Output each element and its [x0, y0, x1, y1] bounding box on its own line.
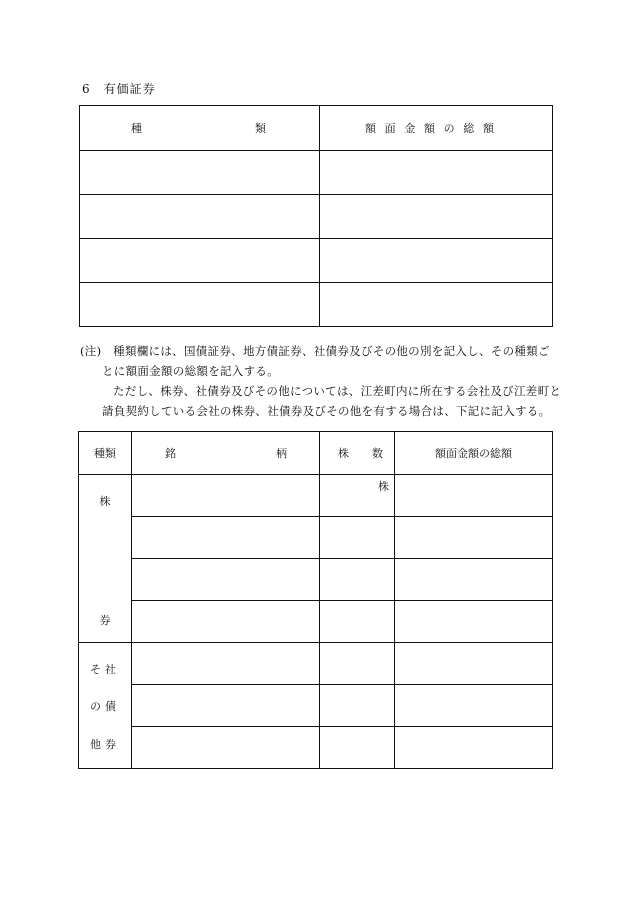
kind-bonds-other-line-1: そ社 [90, 663, 120, 676]
note-line-3: ただし、株券、社債券及びその他については、江差町内に所在する会社及び江差町と [113, 384, 562, 398]
count-cell[interactable] [320, 517, 395, 559]
name-cell[interactable] [132, 601, 320, 643]
total-cell[interactable] [395, 559, 553, 601]
table-header-row [80, 106, 553, 151]
header-kind-cell [80, 106, 320, 151]
header-total-char: 面 [384, 122, 396, 135]
table-row [79, 517, 553, 559]
count-cell[interactable] [320, 559, 395, 601]
header-count-cell [320, 432, 395, 475]
header-total-char: 金 [404, 122, 416, 135]
table-row [79, 685, 553, 727]
header-count-char-2: 数 [372, 447, 383, 460]
kind-cell[interactable] [80, 195, 320, 239]
table-row [80, 239, 553, 283]
note-line-4: 請負契約している会社の株券、社債券及びその他を有する場合は、下記に記入する。 [102, 404, 551, 418]
count-cell[interactable] [320, 685, 395, 727]
count-cell[interactable] [320, 601, 395, 643]
table-row [79, 559, 553, 601]
total-cell[interactable] [395, 643, 553, 685]
kind-stocks-bottom: 券 [99, 614, 111, 627]
kind-bonds-other-line-2: の債 [90, 700, 120, 713]
header-total-char: 額 [423, 122, 435, 135]
total-cell[interactable] [395, 727, 553, 769]
count-cell[interactable] [320, 475, 395, 517]
kind-stocks-cell [79, 475, 132, 643]
total-cell[interactable] [395, 685, 553, 727]
kind-cell[interactable] [80, 151, 320, 195]
section-title: 6 有価証券 [82, 82, 156, 96]
table-header-row [79, 432, 553, 475]
table-row [79, 601, 553, 643]
count-cell[interactable] [320, 643, 395, 685]
header-total-char: 額 [482, 122, 494, 135]
total-cell[interactable] [395, 475, 553, 517]
header-count-char-1: 株 [338, 447, 349, 460]
total-cell[interactable] [320, 239, 553, 283]
name-cell[interactable] [132, 685, 320, 727]
kind-stocks-top: 株 [99, 495, 111, 508]
total-cell[interactable] [395, 517, 553, 559]
table-row [79, 727, 553, 769]
table-row [79, 643, 553, 685]
total-cell[interactable] [395, 601, 553, 643]
securities-summary-table [79, 105, 553, 327]
name-cell[interactable] [132, 643, 320, 685]
header-kind-char-2: 類 [255, 122, 266, 135]
header-total-char: 額 [365, 122, 376, 135]
name-cell[interactable] [132, 559, 320, 601]
header-name-char-1: 銘 [165, 447, 176, 460]
name-cell[interactable] [132, 475, 320, 517]
count-cell[interactable] [320, 727, 395, 769]
stocks-bonds-detail-table [78, 431, 553, 769]
header-total-char: 総 [463, 122, 475, 135]
count-unit-label: 株 [378, 480, 389, 493]
note-line-2: とに額面金額の総額を記入する。 [102, 364, 279, 378]
header-total-label [320, 120, 552, 136]
total-cell[interactable] [320, 151, 553, 195]
kind-cell[interactable] [80, 283, 320, 327]
table-row [80, 283, 553, 327]
header-total-cell [320, 106, 553, 151]
header-total-char: の [443, 122, 455, 135]
name-cell[interactable] [132, 517, 320, 559]
header-name-char-2: 柄 [276, 447, 287, 460]
total-cell[interactable] [320, 195, 553, 239]
header-name-cell [132, 432, 320, 475]
table-row [80, 195, 553, 239]
name-cell[interactable] [132, 727, 320, 769]
total-cell[interactable] [320, 283, 553, 327]
kind-cell[interactable] [80, 239, 320, 283]
kind-bonds-other-line-3: 他券 [90, 738, 120, 751]
header-kind-char-1: 種 [131, 122, 142, 135]
header-kind: 種類 [79, 432, 132, 475]
header-total: 額面金額の総額 [395, 432, 553, 475]
kind-bonds-other-cell [79, 643, 132, 769]
table-row [79, 475, 553, 517]
table-row [80, 151, 553, 195]
note-line-1: (注) 種類欄には、国債証券、地方債証券、社債券及びその他の別を記入し、その種類ご [80, 344, 550, 358]
